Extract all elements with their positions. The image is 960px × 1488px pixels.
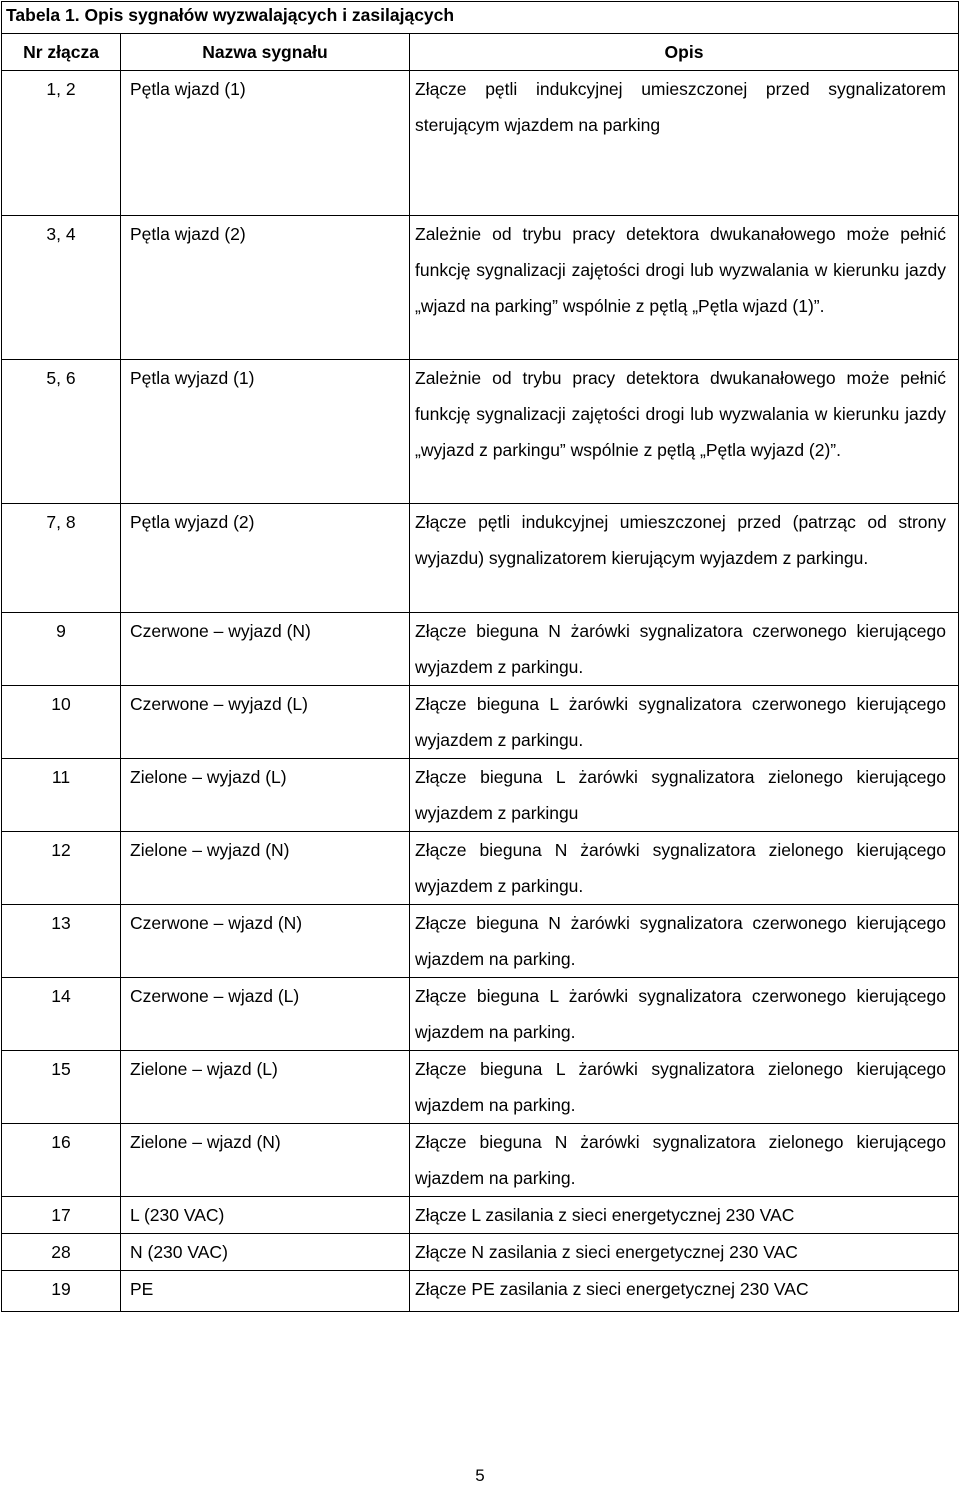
table-header-row	[2, 34, 959, 71]
table-row	[2, 832, 959, 905]
row-description: Złącze bieguna L żarówki sygnalizatora czerwonego kierującego wjazdem na parking.	[415, 986, 946, 1042]
row-description: Złącze bieguna N żarówki sygnalizatora czerwonego kierującego wjazdem na parking.	[415, 913, 946, 969]
row-name: Pętla wyjazd (2)	[121, 504, 410, 613]
table-row	[2, 1234, 959, 1271]
table-row	[2, 1051, 959, 1124]
table-row	[2, 1271, 959, 1312]
row-number: 12	[2, 832, 121, 905]
table-caption-row	[2, 2, 959, 34]
row-number: 16	[2, 1124, 121, 1197]
row-name: Pętla wjazd (1)	[121, 71, 410, 216]
table-caption: Tabela 1. Opis sygnałów wyzwalających i zasilających	[2, 2, 959, 34]
row-description: Złącze bieguna L żarówki sygnalizatora czerwonego kierującego wyjazdem z parkingu.	[415, 694, 946, 750]
row-name: Czerwone – wyjazd (N)	[121, 613, 410, 686]
row-number: 9	[2, 613, 121, 686]
table-row	[2, 905, 959, 978]
row-number: 1, 2	[2, 71, 121, 216]
row-name: Czerwone – wjazd (N)	[121, 905, 410, 978]
row-description: Złącze pętli indukcyjnej umieszczonej przed sygnalizatorem sterującym wjazdem na parking	[415, 79, 946, 135]
row-name: N (230 VAC)	[121, 1234, 410, 1271]
table-row	[2, 1197, 959, 1234]
row-number: 19	[2, 1271, 121, 1312]
table-row	[2, 71, 959, 216]
row-description: Zależnie od trybu pracy detektora dwukanałowego może pełnić funkcję sygnalizacji zajętości drogi lub wyzwalania w kierunku jazdy „wyjazd z parkingu” wspólnie z pętlą „Pętla wyjazd (2)”.	[415, 368, 946, 460]
table-row	[2, 978, 959, 1051]
header-name: Nazwa sygnału	[121, 34, 410, 71]
row-name: Zielone – wjazd (L)	[121, 1051, 410, 1124]
table-row	[2, 216, 959, 360]
row-description: Złącze bieguna N żarówki sygnalizatora zielonego kierującego wyjazdem z parkingu.	[415, 840, 946, 896]
table-row	[2, 686, 959, 759]
row-name: PE	[121, 1271, 410, 1312]
row-name: Zielone – wjazd (N)	[121, 1124, 410, 1197]
row-name: Pętla wjazd (2)	[121, 216, 410, 360]
row-number: 13	[2, 905, 121, 978]
header-description: Opis	[410, 34, 959, 71]
row-number: 28	[2, 1234, 121, 1271]
page-number: 5	[475, 1466, 485, 1485]
row-description: Złącze bieguna N żarówki sygnalizatora czerwonego kierującego wyjazdem z parkingu.	[415, 621, 946, 677]
row-name: Zielone – wyjazd (L)	[121, 759, 410, 832]
row-description: Złącze bieguna N żarówki sygnalizatora zielonego kierującego wjazdem na parking.	[415, 1132, 946, 1188]
row-number: 17	[2, 1197, 121, 1234]
row-description: Złącze PE zasilania z sieci energetycznej 230 VAC	[415, 1279, 809, 1299]
row-number: 5, 6	[2, 360, 121, 504]
signals-table	[1, 1, 959, 1312]
table-row	[2, 504, 959, 613]
row-description: Złącze bieguna L żarówki sygnalizatora zielonego kierującego wjazdem na parking.	[415, 1059, 946, 1115]
row-name: Pętla wyjazd (1)	[121, 360, 410, 504]
row-description: Złącze N zasilania z sieci energetycznej 230 VAC	[415, 1242, 798, 1262]
row-number: 14	[2, 978, 121, 1051]
row-number: 10	[2, 686, 121, 759]
row-name: Zielone – wyjazd (N)	[121, 832, 410, 905]
table-row	[2, 1124, 959, 1197]
row-number: 3, 4	[2, 216, 121, 360]
row-description: Zależnie od trybu pracy detektora dwukanałowego może pełnić funkcję sygnalizacji zajętości drogi lub wyzwalania w kierunku jazdy „wjazd na parking” wspólnie z pętlą „Pętla wjazd (1)”.	[415, 224, 946, 316]
header-number: Nr złącza	[2, 34, 121, 71]
table-row	[2, 613, 959, 686]
row-name: Czerwone – wyjazd (L)	[121, 686, 410, 759]
row-description: Złącze bieguna L żarówki sygnalizatora zielonego kierującego wyjazdem z parkingu	[415, 767, 946, 823]
table-row	[2, 360, 959, 504]
row-name: Czerwone – wjazd (L)	[121, 978, 410, 1051]
row-number: 7, 8	[2, 504, 121, 613]
row-name: L (230 VAC)	[121, 1197, 410, 1234]
row-number: 15	[2, 1051, 121, 1124]
row-description: Złącze L zasilania z sieci energetycznej 230 VAC	[415, 1205, 795, 1225]
table-row	[2, 759, 959, 832]
row-number: 11	[2, 759, 121, 832]
row-description: Złącze pętli indukcyjnej umieszczonej przed (patrząc od strony wyjazdu) sygnalizatorem kierującym wyjazdem z parkingu.	[415, 512, 946, 568]
